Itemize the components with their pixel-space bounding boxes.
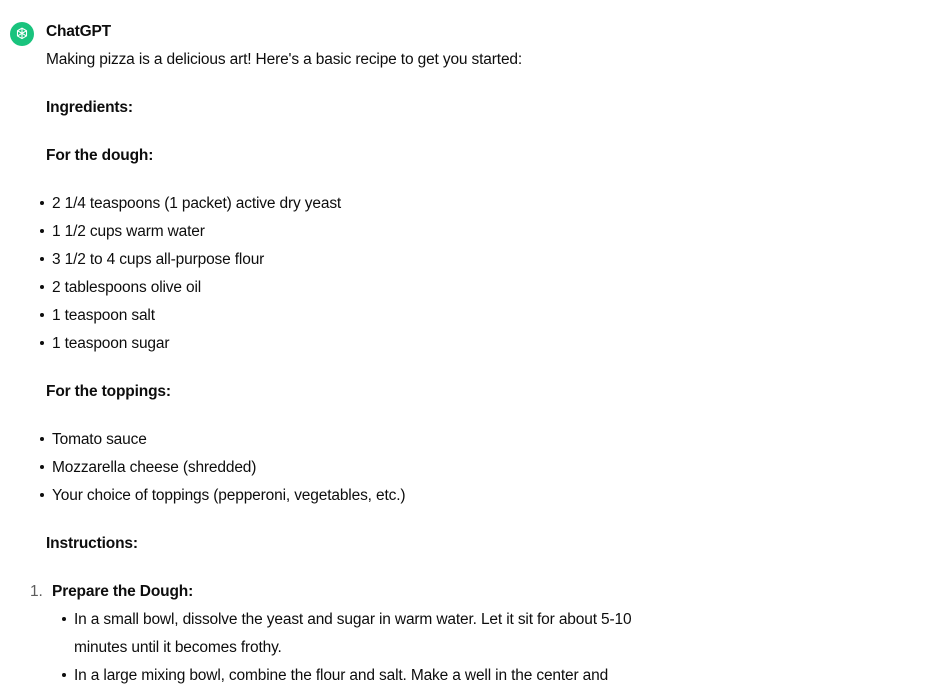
intro-text: Making pizza is a delicious art! Here's a basic recipe to get you started: xyxy=(46,51,523,68)
list-item: 1 teaspoon sugar xyxy=(46,330,666,358)
substep-item: In a large mixing bowl, combine the flour and salt. Make a well in the center and xyxy=(74,662,666,690)
list-item: Mozzarella cheese (shredded) xyxy=(46,454,666,482)
list-item: Tomato sauce xyxy=(46,426,666,454)
openai-logo-icon xyxy=(14,26,30,42)
list-item: 2 1/4 teaspoons (1 packet) active dry yeast xyxy=(46,190,666,218)
toppings-heading: For the toppings: xyxy=(46,383,171,400)
dough-list xyxy=(46,190,666,358)
step-title: Prepare the Dough: xyxy=(52,583,194,600)
step-number: 1. xyxy=(30,583,43,600)
ingredients-heading: Ingredients: xyxy=(46,99,133,116)
dough-heading: For the dough: xyxy=(46,147,154,164)
list-item: 1 1/2 cups warm water xyxy=(46,218,666,246)
chatgpt-avatar xyxy=(10,22,34,46)
substep-item: In a small bowl, dissolve the yeast and sugar in warm water. Let it sit for about 5-10 minutes until it becomes frothy. xyxy=(74,606,666,662)
list-item: Your choice of toppings (pepperoni, vegetables, etc.) xyxy=(46,482,666,510)
step-item xyxy=(30,578,666,690)
substep-list xyxy=(52,606,666,690)
instructions-list xyxy=(30,578,666,690)
message-content xyxy=(30,46,666,690)
message-author: ChatGPT xyxy=(46,23,111,40)
list-item: 2 tablespoons olive oil xyxy=(46,274,666,302)
list-item: 1 teaspoon salt xyxy=(46,302,666,330)
list-item: 3 1/2 to 4 cups all-purpose flour xyxy=(46,246,666,274)
toppings-list xyxy=(46,426,666,510)
instructions-heading: Instructions: xyxy=(46,535,138,552)
